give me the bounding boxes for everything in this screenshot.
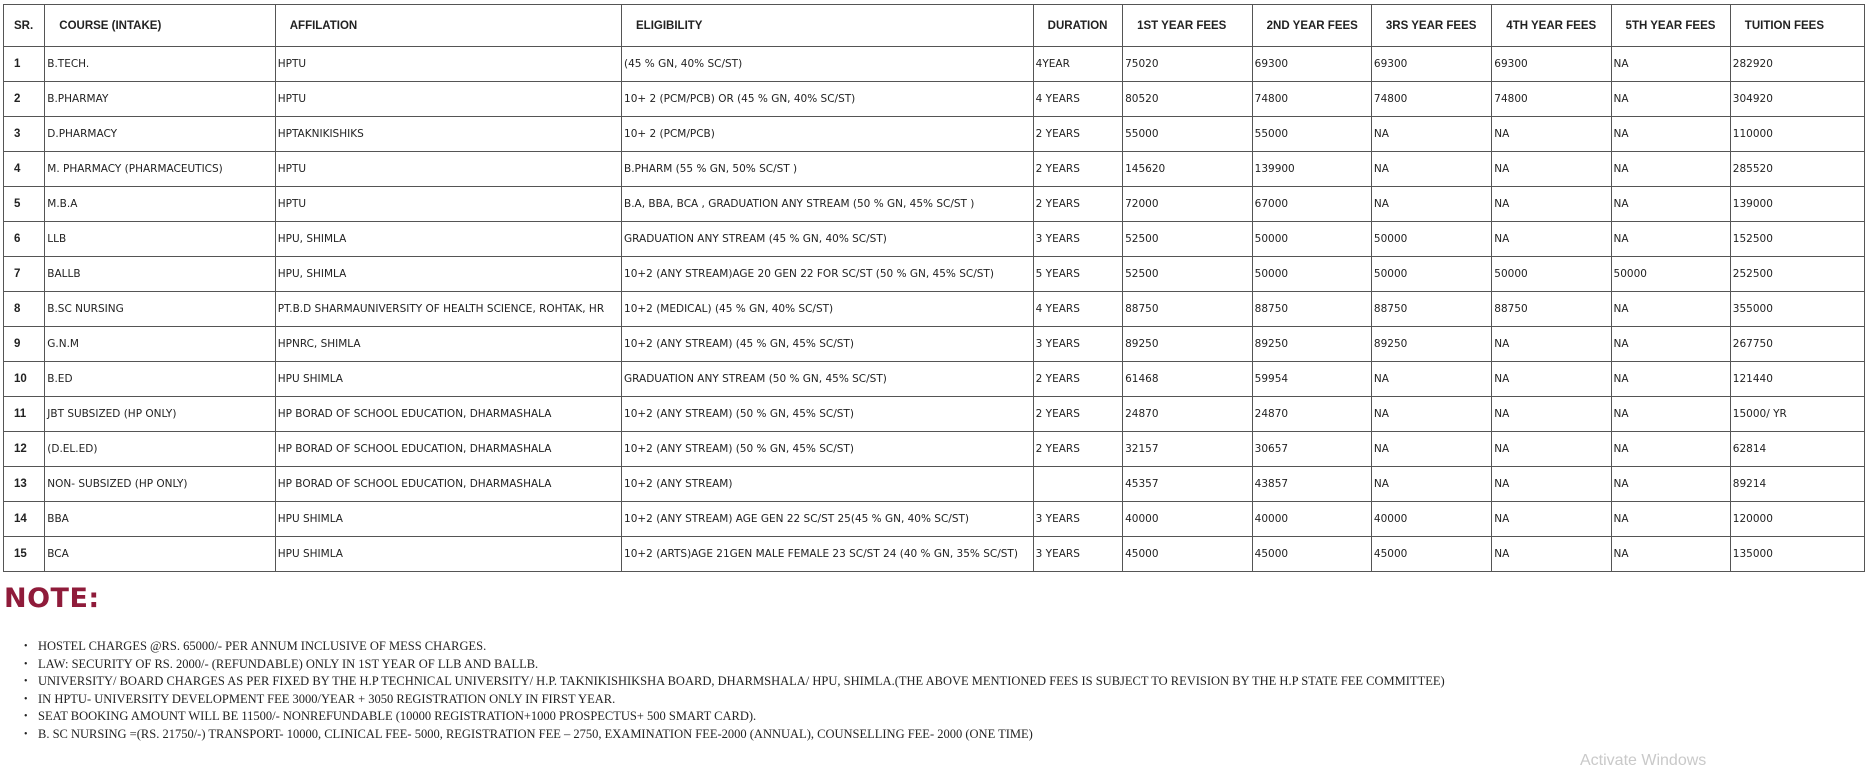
cell-fees-2nd-year: 45000 [1252,537,1371,572]
cell-sr: 3 [4,117,45,152]
cell-fees-1st-year: 80520 [1123,82,1253,117]
cell-eligibility: 10+2 (ANY STREAM)AGE 20 GEN 22 FOR SC/ST (50 % GN, 45% SC/ST) [622,257,1034,292]
cell-affiliation: HPTU [275,47,621,82]
cell-fees-3rd-year: 45000 [1371,537,1491,572]
table-row [4,222,1865,257]
cell-fees-4th-year: NA [1492,502,1611,537]
cell-fees-4th-year: 69300 [1492,47,1611,82]
cell-fees-2nd-year: 59954 [1252,362,1371,397]
cell-affiliation: HPTU [275,82,621,117]
cell-fees-2nd-year: 74800 [1252,82,1371,117]
table-row [4,117,1865,152]
note-text: HOSTEL CHARGES @RS. 65000/- PER ANNUM INCLUSIVE OF MESS CHARGES. [38,639,487,653]
cell-affiliation: HPU SHIMLA [275,362,621,397]
cell-duration: 2 YEARS [1033,152,1122,187]
cell-fees-4th-year: NA [1492,222,1611,257]
cell-course: D.PHARMACY [45,117,275,152]
cell-eligibility: 10+2 (ANY STREAM) AGE GEN 22 SC/ST 25(45 % GN, 40% SC/ST) [622,502,1034,537]
cell-fees-4th-year: NA [1492,327,1611,362]
cell-duration: 3 YEARS [1033,222,1122,257]
header-course: COURSE (INTAKE) [45,5,275,47]
cell-fees-2nd-year: 55000 [1252,117,1371,152]
cell-fees-4th-year: NA [1492,432,1611,467]
cell-fees-1st-year: 72000 [1123,187,1253,222]
header-eligibility: ELIGIBILITY [622,5,1034,47]
cell-fees-3rd-year: 74800 [1371,82,1491,117]
header-sr: SR. [4,5,45,47]
cell-eligibility: 10+2 (ANY STREAM) [622,467,1034,502]
cell-fees-1st-year: 32157 [1123,432,1253,467]
note-item [24,638,1445,656]
cell-fees-4th-year: NA [1492,152,1611,187]
cell-tuition-fees: 304920 [1730,82,1864,117]
cell-duration: 3 YEARS [1033,327,1122,362]
cell-fees-4th-year: 74800 [1492,82,1611,117]
cell-affiliation: HPU, SHIMLA [275,222,621,257]
cell-sr: 15 [4,537,45,572]
note-title: NOTE: [4,583,100,614]
cell-affiliation: HPU, SHIMLA [275,257,621,292]
cell-duration [1033,467,1122,502]
cell-duration: 3 YEARS [1033,502,1122,537]
cell-affiliation: HPTU [275,152,621,187]
cell-fees-2nd-year: 89250 [1252,327,1371,362]
cell-affiliation: HPU SHIMLA [275,502,621,537]
cell-duration: 2 YEARS [1033,362,1122,397]
cell-course: B.ED [45,362,275,397]
cell-affiliation: HPNRC, SHIMLA [275,327,621,362]
cell-sr: 4 [4,152,45,187]
cell-fees-2nd-year: 67000 [1252,187,1371,222]
cell-fees-5th-year: NA [1611,362,1730,397]
cell-sr: 13 [4,467,45,502]
table-header-row [4,5,1865,47]
note-item [24,691,1445,709]
cell-tuition-fees: 120000 [1730,502,1864,537]
table-row [4,362,1865,397]
note-item [24,708,1445,726]
cell-course: G.N.M [45,327,275,362]
cell-sr: 2 [4,82,45,117]
bullet-icon: • [24,711,28,723]
cell-affiliation: HPTU [275,187,621,222]
cell-tuition-fees: 121440 [1730,362,1864,397]
cell-fees-1st-year: 75020 [1123,47,1253,82]
cell-fees-3rd-year: NA [1371,187,1491,222]
header-tuition-fees: TUITION FEES [1730,5,1864,47]
header-affiliation: AFFILATION [275,5,621,47]
cell-sr: 6 [4,222,45,257]
cell-sr: 7 [4,257,45,292]
cell-course: B.TECH. [45,47,275,82]
cell-eligibility: 10+2 (MEDICAL) (45 % GN, 40% SC/ST) [622,292,1034,327]
table-row [4,47,1865,82]
cell-fees-5th-year: NA [1611,432,1730,467]
table-row [4,82,1865,117]
cell-eligibility: GRADUATION ANY STREAM (50 % GN, 45% SC/ST) [622,362,1034,397]
cell-fees-3rd-year: 50000 [1371,222,1491,257]
cell-fees-5th-year: NA [1611,537,1730,572]
cell-duration: 5 YEARS [1033,257,1122,292]
cell-fees-1st-year: 89250 [1123,327,1253,362]
cell-fees-1st-year: 61468 [1123,362,1253,397]
header-5th-year-fees: 5TH YEAR FEES [1611,5,1730,47]
cell-fees-1st-year: 52500 [1123,257,1253,292]
cell-fees-1st-year: 45357 [1123,467,1253,502]
cell-eligibility: (45 % GN, 40% SC/ST) [622,47,1034,82]
cell-fees-3rd-year: NA [1371,152,1491,187]
cell-fees-2nd-year: 88750 [1252,292,1371,327]
note-item [24,726,1445,744]
cell-fees-5th-year: NA [1611,327,1730,362]
cell-fees-5th-year: NA [1611,222,1730,257]
cell-tuition-fees: 282920 [1730,47,1864,82]
cell-duration: 3 YEARS [1033,537,1122,572]
table-row [4,152,1865,187]
header-1st-year-fees: 1ST YEAR FEES [1123,5,1253,47]
cell-tuition-fees: 15000/ YR [1730,397,1864,432]
cell-fees-5th-year: 50000 [1611,257,1730,292]
cell-fees-3rd-year: 40000 [1371,502,1491,537]
cell-fees-2nd-year: 43857 [1252,467,1371,502]
cell-fees-3rd-year: NA [1371,397,1491,432]
cell-fees-5th-year: NA [1611,397,1730,432]
cell-fees-5th-year: NA [1611,502,1730,537]
cell-fees-1st-year: 145620 [1123,152,1253,187]
cell-fees-2nd-year: 69300 [1252,47,1371,82]
cell-fees-5th-year: NA [1611,187,1730,222]
table-row [4,502,1865,537]
cell-fees-3rd-year: 69300 [1371,47,1491,82]
table-row [4,467,1865,502]
cell-sr: 8 [4,292,45,327]
cell-course: M.B.A [45,187,275,222]
cell-fees-3rd-year: 50000 [1371,257,1491,292]
cell-affiliation: HPU SHIMLA [275,537,621,572]
cell-tuition-fees: 135000 [1730,537,1864,572]
cell-eligibility: 10+2 (ARTS)AGE 21GEN MALE FEMALE 23 SC/ST 24 (40 % GN, 35% SC/ST) [622,537,1034,572]
table-body [4,47,1865,572]
bullet-icon: • [24,658,28,670]
cell-course: B.PHARMAY [45,82,275,117]
cell-tuition-fees: 89214 [1730,467,1864,502]
cell-affiliation: HP BORAD OF SCHOOL EDUCATION, DHARMASHALA [275,467,621,502]
bullet-icon: • [24,676,28,688]
cell-sr: 5 [4,187,45,222]
cell-eligibility: 10+2 (ANY STREAM) (50 % GN, 45% SC/ST) [622,432,1034,467]
cell-duration: 4 YEARS [1033,292,1122,327]
header-3rd-year-fees: 3RS YEAR FEES [1371,5,1491,47]
cell-affiliation: PT.B.D SHARMAUNIVERSITY OF HEALTH SCIENCE, ROHTAK, HR [275,292,621,327]
cell-fees-2nd-year: 139900 [1252,152,1371,187]
cell-sr: 14 [4,502,45,537]
cell-sr: 1 [4,47,45,82]
cell-duration: 2 YEARS [1033,117,1122,152]
cell-tuition-fees: 267750 [1730,327,1864,362]
note-item [24,673,1445,691]
cell-course: (D.EL.ED) [45,432,275,467]
cell-sr: 10 [4,362,45,397]
cell-fees-3rd-year: NA [1371,432,1491,467]
cell-tuition-fees: 285520 [1730,152,1864,187]
cell-fees-3rd-year: 89250 [1371,327,1491,362]
cell-fees-4th-year: 88750 [1492,292,1611,327]
cell-fees-5th-year: NA [1611,47,1730,82]
cell-eligibility: 10+2 (ANY STREAM) (50 % GN, 45% SC/ST) [622,397,1034,432]
cell-course: B.SC NURSING [45,292,275,327]
cell-fees-2nd-year: 24870 [1252,397,1371,432]
cell-sr: 11 [4,397,45,432]
cell-eligibility: 10+ 2 (PCM/PCB) [622,117,1034,152]
cell-fees-2nd-year: 50000 [1252,257,1371,292]
cell-duration: 4 YEARS [1033,82,1122,117]
cell-fees-5th-year: NA [1611,117,1730,152]
cell-course: M. PHARMACY (PHARMACEUTICS) [45,152,275,187]
cell-tuition-fees: 355000 [1730,292,1864,327]
bullet-icon: • [24,693,28,705]
cell-fees-4th-year: NA [1492,537,1611,572]
note-text: UNIVERSITY/ BOARD CHARGES AS PER FIXED BY THE H.P TECHNICAL UNIVERSITY/ H.P. TAKNIKISHIKSHA BOARD, DHARMSHALA/ HPU, SHIMLA.(THE ABOVE MENTIONED FEES IS SUBJECT TO REVISION BY THE H.P STATE FEE COMMITTEE) [38,674,1445,689]
cell-fees-3rd-year: NA [1371,362,1491,397]
cell-duration: 2 YEARS [1033,397,1122,432]
activate-windows-watermark: Activate Windows [1580,752,1707,769]
cell-course: JBT SUBSIZED (HP ONLY) [45,397,275,432]
table-row [4,257,1865,292]
cell-fees-2nd-year: 50000 [1252,222,1371,257]
note-text: B. SC NURSING =(RS. 21750/-) TRANSPORT- 10000, CLINICAL FEE- 5000, REGISTRATION FEE – 2750, EXAMINATION FEE-2000 (ANNUAL), COUNSELLING FEE- 2000 (ONE TIME) [38,726,1033,741]
cell-fees-1st-year: 24870 [1123,397,1253,432]
cell-eligibility: 10+ 2 (PCM/PCB) OR (45 % GN, 40% SC/ST) [622,82,1034,117]
cell-fees-1st-year: 55000 [1123,117,1253,152]
cell-fees-5th-year: NA [1611,152,1730,187]
cell-course: NON- SUBSIZED (HP ONLY) [45,467,275,502]
cell-fees-4th-year: NA [1492,467,1611,502]
table-row [4,537,1865,572]
bullet-icon: • [24,641,28,652]
cell-course: BCA [45,537,275,572]
cell-tuition-fees: 62814 [1730,432,1864,467]
table-row [4,397,1865,432]
header-4th-year-fees: 4TH YEAR FEES [1492,5,1611,47]
cell-tuition-fees: 152500 [1730,222,1864,257]
cell-eligibility: B.PHARM (55 % GN, 50% SC/ST ) [622,152,1034,187]
notes-list [24,638,1445,744]
cell-fees-1st-year: 88750 [1123,292,1253,327]
table-row [4,432,1865,467]
cell-fees-1st-year: 40000 [1123,502,1253,537]
cell-duration: 2 YEARS [1033,187,1122,222]
cell-fees-3rd-year: NA [1371,467,1491,502]
cell-tuition-fees: 110000 [1730,117,1864,152]
table-row [4,327,1865,362]
cell-fees-4th-year: NA [1492,397,1611,432]
cell-eligibility: GRADUATION ANY STREAM (45 % GN, 40% SC/ST) [622,222,1034,257]
cell-fees-3rd-year: NA [1371,117,1491,152]
cell-fees-3rd-year: 88750 [1371,292,1491,327]
cell-fees-4th-year: 50000 [1492,257,1611,292]
cell-course: BBA [45,502,275,537]
note-item [24,656,1445,674]
cell-fees-4th-year: NA [1492,187,1611,222]
cell-sr: 9 [4,327,45,362]
cell-fees-5th-year: NA [1611,467,1730,502]
note-text: LAW: SECURITY OF RS. 2000/- (REFUNDABLE) ONLY IN 1ST YEAR OF LLB AND BALLB. [38,656,539,671]
note-text: IN HPTU- UNIVERSITY DEVELOPMENT FEE 3000/YEAR + 3050 REGISTRATION ONLY IN FIRST YEAR. [38,691,616,706]
cell-duration: 4YEAR [1033,47,1122,82]
cell-eligibility: 10+2 (ANY STREAM) (45 % GN, 45% SC/ST) [622,327,1034,362]
cell-course: LLB [45,222,275,257]
cell-fees-2nd-year: 40000 [1252,502,1371,537]
cell-sr: 12 [4,432,45,467]
cell-affiliation: HPTAKNIKISHIKS [275,117,621,152]
cell-fees-5th-year: NA [1611,292,1730,327]
header-duration: DURATION [1033,5,1122,47]
cell-affiliation: HP BORAD OF SCHOOL EDUCATION, DHARMASHALA [275,432,621,467]
table-row [4,187,1865,222]
cell-fees-1st-year: 52500 [1123,222,1253,257]
cell-tuition-fees: 139000 [1730,187,1864,222]
cell-fees-5th-year: NA [1611,82,1730,117]
cell-eligibility: B.A, BBA, BCA , GRADUATION ANY STREAM (50 % GN, 45% SC/ST ) [622,187,1034,222]
note-text: SEAT BOOKING AMOUNT WILL BE 11500/- NONREFUNDABLE (10000 REGISTRATION+1000 PROSPECTUS+ 500 SMART CARD). [38,709,757,724]
header-2nd-year-fees: 2ND YEAR FEES [1252,5,1371,47]
fees-table [3,4,1865,572]
table-row [4,292,1865,327]
cell-fees-4th-year: NA [1492,117,1611,152]
cell-duration: 2 YEARS [1033,432,1122,467]
cell-fees-2nd-year: 30657 [1252,432,1371,467]
cell-tuition-fees: 252500 [1730,257,1864,292]
cell-fees-1st-year: 45000 [1123,537,1253,572]
cell-fees-4th-year: NA [1492,362,1611,397]
cell-course: BALLB [45,257,275,292]
cell-affiliation: HP BORAD OF SCHOOL EDUCATION, DHARMASHALA [275,397,621,432]
bullet-icon: • [24,728,28,740]
